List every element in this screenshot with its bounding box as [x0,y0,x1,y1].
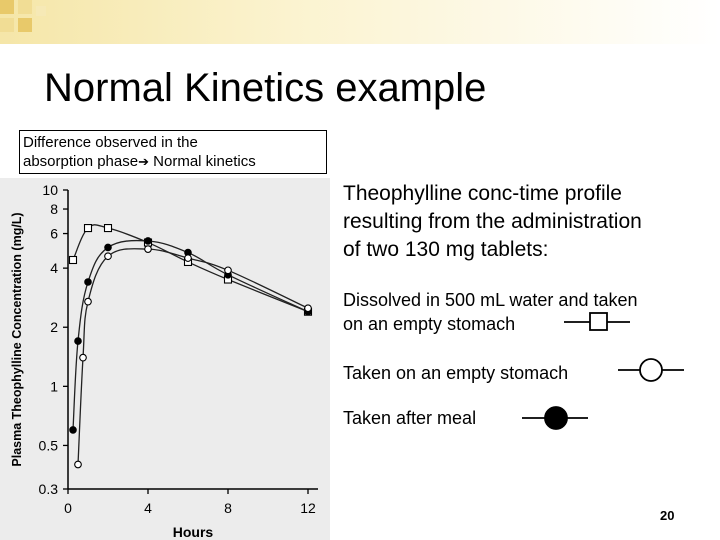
x-axis-label: Hours [172,524,214,540]
data-point-filled-circle [75,338,82,345]
note-line-2-b: Normal kinetics [149,153,256,170]
note-line-2 [23,152,324,171]
y-tick-label: 10 [42,182,58,198]
data-point-open-circle [80,354,87,361]
data-point-open-circle [85,298,92,305]
note-line-1: Difference observed in the [23,134,198,151]
data-point-filled-circle [105,244,112,251]
data-point-filled-circle [70,427,77,434]
corner-decoration [0,0,60,44]
y-tick-label: 6 [50,225,58,242]
data-point-filled-circle [145,238,152,245]
absorption-note [19,130,327,174]
data-point-square [105,225,112,232]
legend-label: on an empty stomach [343,314,516,334]
data-point-square [70,257,77,264]
description-line: Theophylline conc-time profile [343,182,622,205]
data-point-open-circle [75,461,82,468]
series-line-open-circle [78,249,308,465]
y-tick-label: 4 [50,260,58,277]
data-point-square [85,225,92,232]
filled-circle-marker-icon [520,404,590,432]
note-line-2-a: absorption phase [23,153,139,170]
data-point-filled-circle [85,279,92,286]
legend-label: Taken after meal [343,408,477,428]
y-tick-label: 1 [50,378,58,395]
x-tick-label: 0 [64,500,72,516]
open-circle-marker-icon [616,356,686,384]
x-tick-label: 12 [300,500,316,516]
data-point-open-circle [185,255,192,262]
data-point-open-circle [305,305,312,312]
legend-label: Taken on an empty stomach [343,363,569,383]
legend-item-empty-stomach [343,361,568,385]
data-point-open-circle [105,253,112,260]
x-tick-label: 4 [144,500,152,516]
x-tick-label: 8 [224,500,232,516]
series-line-square [73,225,308,312]
page-number: 20 [660,508,675,523]
y-tick-label: 2 [50,319,58,336]
y-tick-label: 0.5 [38,437,58,454]
header-band [0,0,720,44]
legend-item-after-meal [343,406,476,430]
chart-description [343,180,642,264]
square-marker-icon [562,310,632,334]
description-line: of two 130 mg tablets: [343,238,549,261]
right-arrow-icon: ➔ [138,154,149,169]
y-axis-label: Plasma Theophylline Concentration (mg/L) [10,212,24,467]
description-line: resulting from the administration [343,210,642,233]
legend-label: Dissolved in 500 mL water and taken [343,290,638,310]
slide-title: Normal Kinetics example [44,66,487,110]
concentration-time-chart [0,178,330,540]
chart-panel [0,178,330,540]
data-point-open-circle [145,246,152,253]
data-point-open-circle [225,267,232,274]
y-tick-label: 0.3 [38,481,58,497]
y-tick-label: 8 [50,201,58,218]
series-line-filled-circle [73,241,308,430]
